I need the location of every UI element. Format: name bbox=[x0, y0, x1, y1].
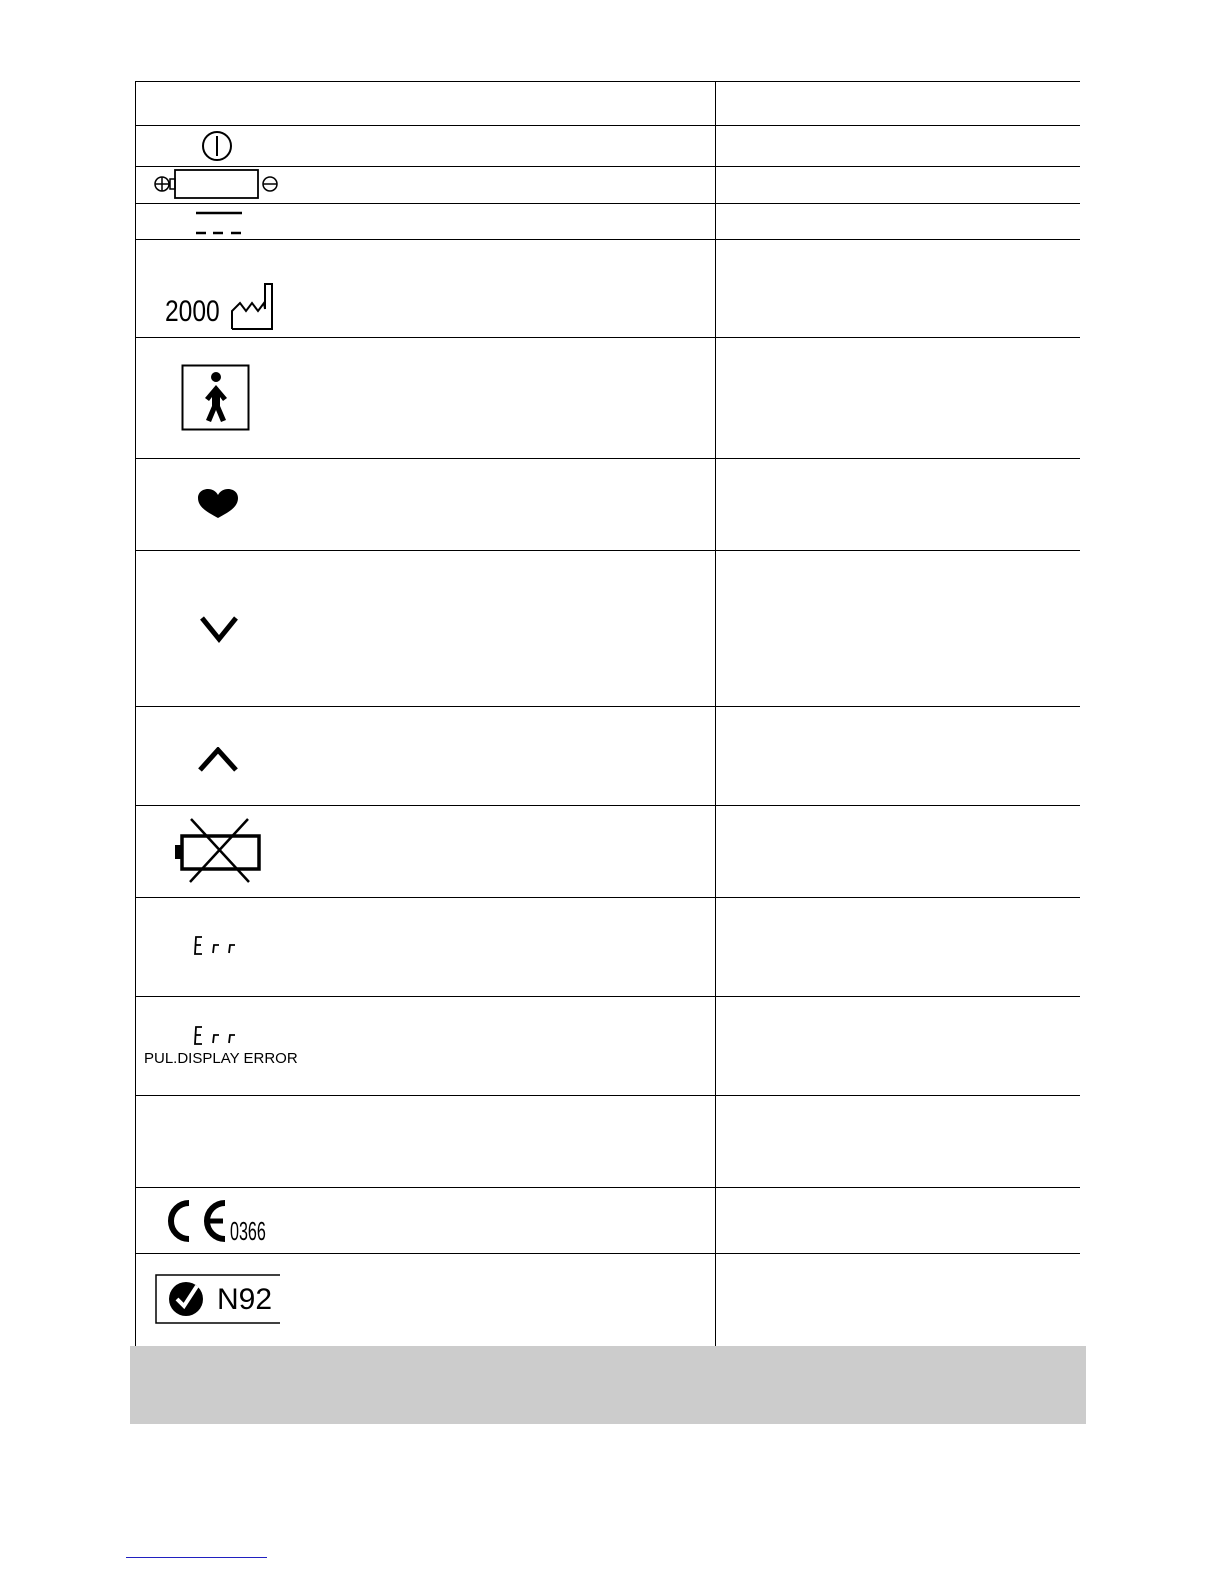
row-divider bbox=[135, 239, 1080, 240]
footer-link-underline[interactable] bbox=[126, 1557, 267, 1558]
low-battery-icon bbox=[173, 816, 265, 886]
row-divider bbox=[135, 550, 1080, 551]
row-divider bbox=[135, 996, 1080, 997]
power-switch-icon bbox=[201, 130, 233, 162]
row-divider bbox=[135, 166, 1080, 167]
pulse-error-display-icon bbox=[193, 1024, 245, 1048]
footer-band bbox=[130, 1346, 1086, 1424]
heart-icon bbox=[197, 488, 239, 520]
table-top-border bbox=[135, 81, 1080, 82]
error-display-icon bbox=[193, 934, 245, 958]
table-left-border bbox=[135, 81, 136, 1347]
row-divider bbox=[135, 897, 1080, 898]
up-arrow-icon bbox=[197, 747, 239, 773]
pulse-error-caption: PUL.DISPLAY ERROR bbox=[144, 1050, 298, 1067]
ce-mark-icon bbox=[165, 1197, 231, 1245]
table-column-divider bbox=[715, 81, 716, 1347]
factory-icon bbox=[229, 281, 275, 333]
row-divider bbox=[135, 458, 1080, 459]
row-divider bbox=[135, 706, 1080, 707]
row-divider bbox=[135, 203, 1080, 204]
c-tick-mark bbox=[155, 1274, 281, 1326]
down-arrow-icon bbox=[199, 615, 239, 643]
row-divider bbox=[135, 1187, 1080, 1188]
manufacture-date-symbol bbox=[163, 281, 278, 333]
notified-body-number: 0366 bbox=[230, 1216, 266, 1246]
supplier-code: N92 bbox=[217, 1283, 273, 1316]
row-divider bbox=[135, 125, 1080, 126]
type-bf-applied-part-icon bbox=[181, 364, 251, 432]
ce-mark bbox=[165, 1197, 275, 1245]
row-divider bbox=[135, 1253, 1080, 1254]
symbol-table bbox=[135, 81, 1080, 1347]
row-divider bbox=[135, 337, 1080, 338]
manufacture-year: 2000 bbox=[165, 295, 220, 328]
row-divider bbox=[135, 1095, 1080, 1096]
row-divider bbox=[135, 805, 1080, 806]
battery-polarity-icon bbox=[153, 169, 283, 201]
direct-current-icon bbox=[193, 209, 245, 237]
